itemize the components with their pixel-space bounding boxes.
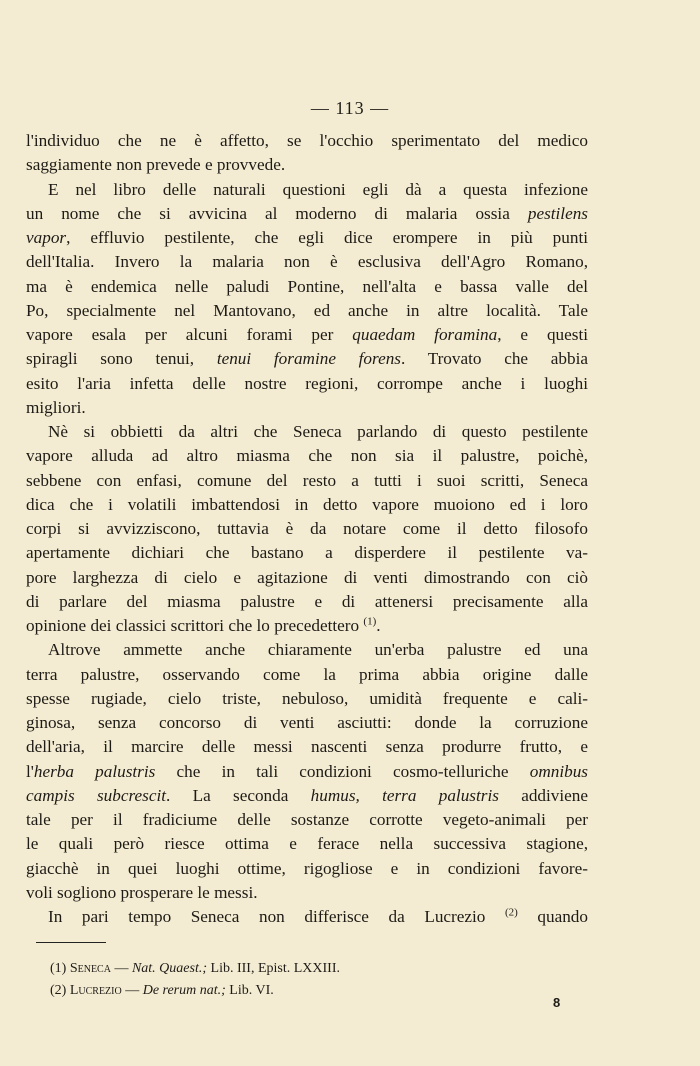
footnote-1: (1) Seneca — Nat. Quaest.; Lib. III, Epist. LXXIII. xyxy=(50,961,340,976)
text-line: vapore alluda ad altro miasma che non sia il palustre, poichè, xyxy=(26,446,588,466)
italic-phrase: omnibus xyxy=(529,761,588,781)
text-line: vapore esala per alcuni forami per quaedam foramina, e questi xyxy=(26,325,588,344)
italic-phrase: campis subcrescit xyxy=(26,785,167,805)
text-line: giacchè in quei luoghi ottime, rigogliose e in condizioni favore- xyxy=(26,858,588,878)
italic-phrase: humus, terra palustris xyxy=(310,785,499,805)
footnote-work: De rerum nat.; xyxy=(142,983,226,998)
footnote-2: (2) Lucrezio — De rerum nat.; Lib. VI. xyxy=(50,983,274,998)
text-line: spiragli sono tenui, tenui foramine forens. Trovato che abbia xyxy=(26,349,588,369)
text-line: ginosa, senza concorso di venti asciutti: donde la corruzione xyxy=(26,713,588,732)
text-line: terra palustre, osservando come la prima abbia origine dalle xyxy=(26,664,588,684)
page-number-header: — 113 — xyxy=(310,98,390,118)
footnote-work: Nat. Quaest.; xyxy=(131,961,208,976)
footnote-author: Lucrezio xyxy=(69,983,122,998)
text-line: In pari tempo Seneca non differisce da Lucrezio $^{(2)}$ quando xyxy=(48,906,588,926)
text-line: vapor, effluvio pestilente, che egli dice erompere in più punti xyxy=(26,228,588,247)
text-line: ma è endemica nelle paludi Pontine, nell'alta e bassa valle del xyxy=(26,276,588,296)
text-line: Altrove ammette anche chiaramente un'erba palustre ed una xyxy=(48,640,588,660)
italic-phrase: vapor xyxy=(26,228,67,247)
body-text xyxy=(26,129,588,929)
text-line: apertamente dichiari che bastano a disperdere il pestilente va- xyxy=(26,543,588,563)
text-line: esito l'aria infetta delle nostre regioni, corrompe anche i luoghi xyxy=(26,373,588,393)
text-line: E nel libro delle naturali questioni egli dà a questa infezione xyxy=(48,179,588,199)
footnote-author: Seneca xyxy=(69,961,111,976)
text-line: di parlare del miasma palustre e di attenersi precisamente alla xyxy=(26,591,588,611)
signature-mark: 8 xyxy=(553,995,561,1010)
text-line: migliori. xyxy=(26,397,86,417)
footnote-ref: (2) xyxy=(504,906,518,919)
text-line: spesse rugiade, cielo triste, nebuloso, umidità frequente e cali- xyxy=(26,688,588,708)
text-line: saggiamente non prevede e provvede. xyxy=(26,155,286,175)
text-line: corpi si avvizziscono, tuttavia è da notare come il detto filosofo xyxy=(26,519,588,538)
text-line: un nome che si avvicina al moderno di malaria ossia pestilens xyxy=(26,203,588,223)
italic-phrase: pestilens xyxy=(527,203,588,223)
italic-phrase: tenui foramine forens xyxy=(216,349,401,369)
text-line: l'herba palustris che in tali condizioni cosmo-telluriche omnibus xyxy=(26,761,588,781)
text-line: dell'Italia. Invero la malaria non è esclusiva dell'Agro Romano, xyxy=(26,252,588,272)
text-line: Nè si obbietti da altri che Seneca parlando di questo pestilente xyxy=(48,422,588,441)
italic-phrase: herba palustris xyxy=(33,761,156,781)
text-line: dell'aria, il marcire delle messi nascenti senza produrre frutto, e xyxy=(26,737,588,757)
text-line: pore larghezza di cielo e agitazione di venti dimostrando con ciò xyxy=(26,567,588,587)
text-line: l'individuo che ne è affetto, se l'occhio sperimentato del medico xyxy=(26,131,588,150)
text-line: voli sogliono prosperare le messi. xyxy=(26,882,258,902)
text-line: tale per il fradiciume delle sostanze corrotte vegeto-animali per xyxy=(26,810,588,829)
text-line: campis subcrescit. La seconda humus, terra palustris addiviene xyxy=(26,785,589,805)
text-line: opinione dei classici scrittori che lo precedettero $^{(1)}$. xyxy=(26,615,381,635)
text-line: sebbene con enfasi, comune del resto a tutti i suoi scritti, Seneca xyxy=(26,470,588,490)
text-line: Po, specialmente nel Mantovano, ed anche in altre località. Tale xyxy=(26,300,588,320)
footnote-ref: (1) xyxy=(363,615,377,628)
text-line: le quali però riesce ottima e ferace nella successiva stagione, xyxy=(26,834,588,854)
text-line: dica che i volatili imbattendosi in detto vapore muoiono ed i loro xyxy=(26,494,588,514)
footnote-rule xyxy=(36,942,106,943)
italic-phrase: quaedam foramina xyxy=(352,325,498,344)
